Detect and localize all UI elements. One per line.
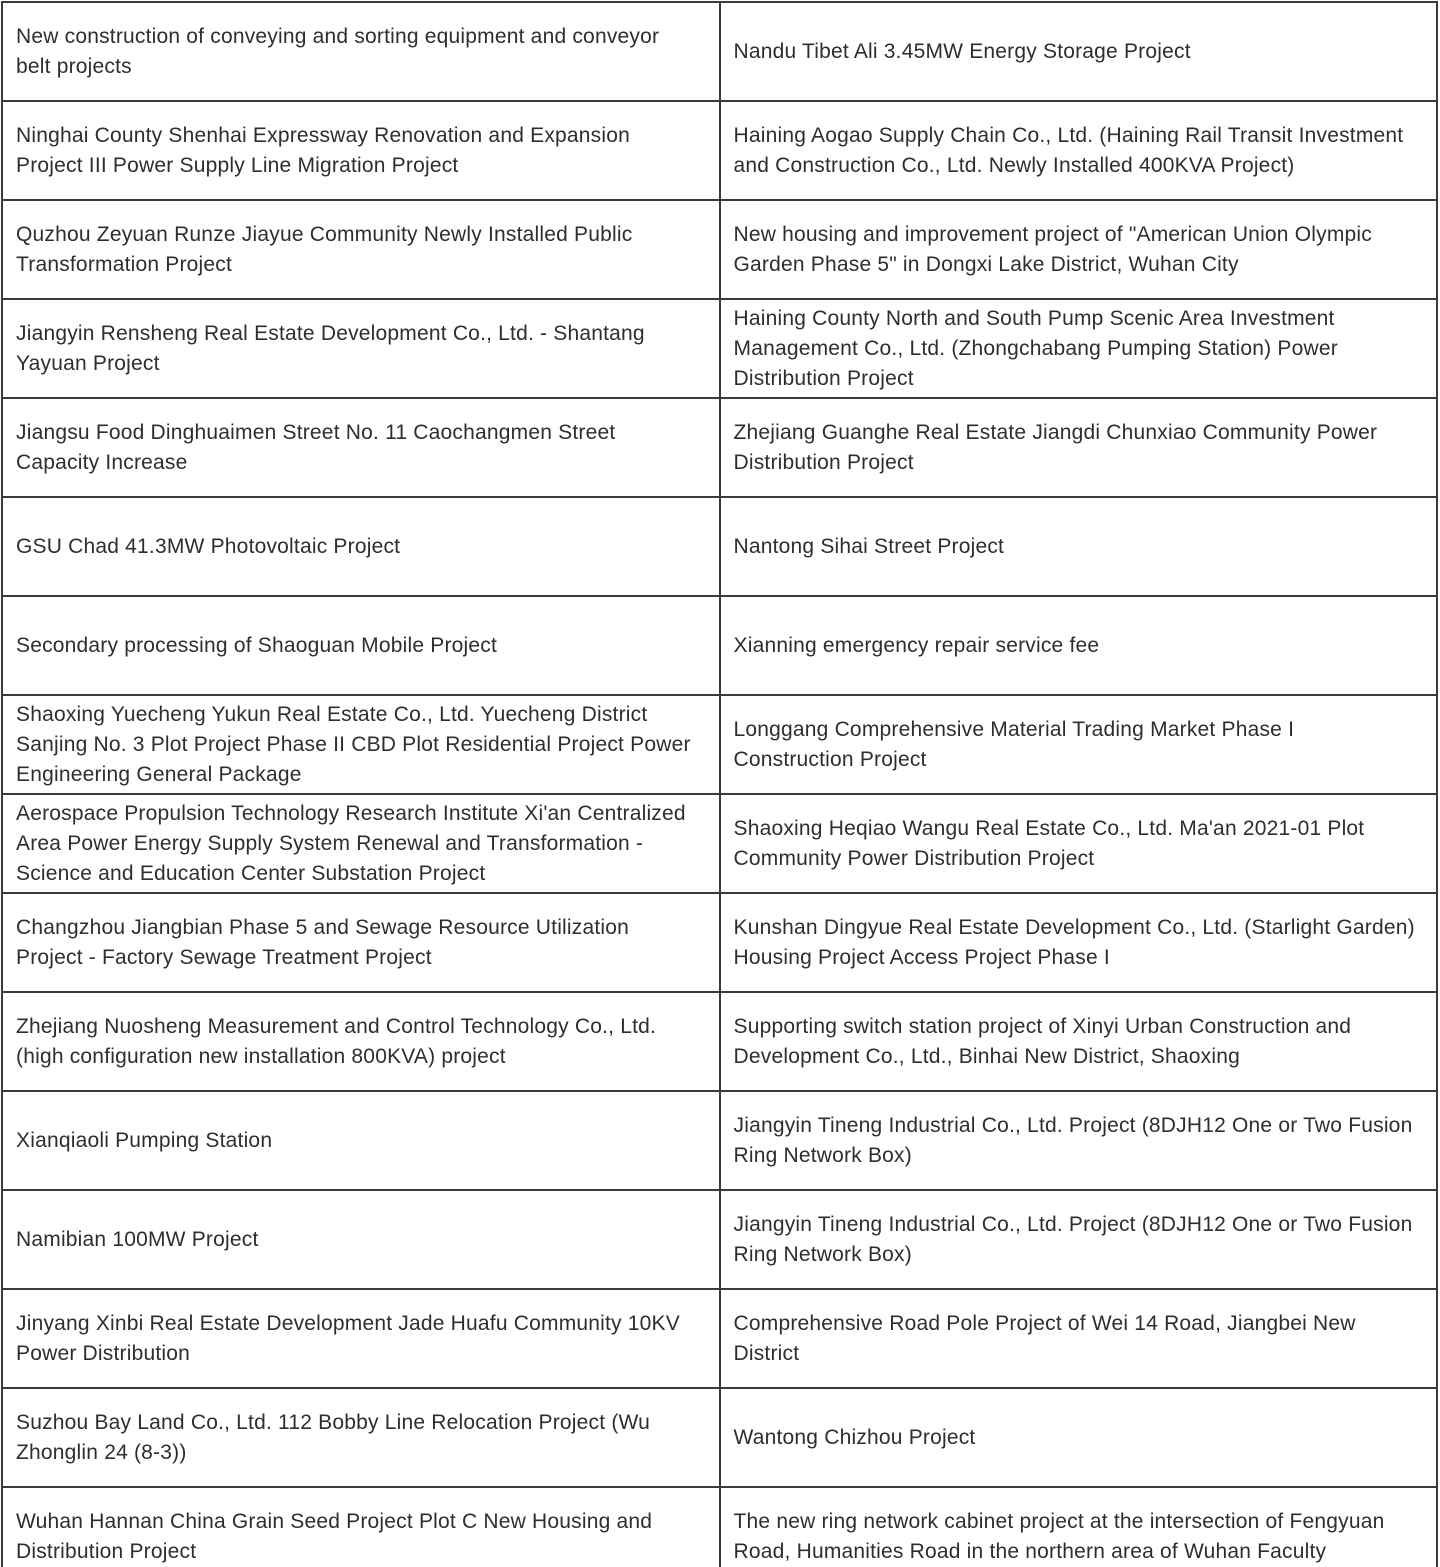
projects-table	[1, 1, 1438, 1567]
table-row	[2, 695, 1437, 794]
table-row	[2, 1487, 1437, 1567]
projects-table-body	[2, 2, 1437, 1567]
project-cell-left: Shaoxing Yuecheng Yukun Real Estate Co., Ltd. Yuecheng District Sanjing No. 3 Plot Project Phase II CBD Plot Residential Project Power Engineering General Package	[2, 695, 720, 794]
table-row	[2, 497, 1437, 596]
project-cell-left: Ninghai County Shenhai Expressway Renovation and Expansion Project III Power Supply Line Migration Project	[2, 101, 720, 200]
project-cell-right: Nantong Sihai Street Project	[720, 497, 1438, 596]
table-row	[2, 299, 1437, 398]
project-cell-right: The new ring network cabinet project at the intersection of Fengyuan Road, Humanities Road in the northern area of Wuhan Faculty	[720, 1487, 1438, 1567]
project-cell-left: Quzhou Zeyuan Runze Jiayue Community Newly Installed Public Transformation Project	[2, 200, 720, 299]
project-cell-right: Zhejiang Guanghe Real Estate Jiangdi Chunxiao Community Power Distribution Project	[720, 398, 1438, 497]
project-cell-right: Haining Aogao Supply Chain Co., Ltd. (Haining Rail Transit Investment and Construction Co., Ltd. Newly Installed 400KVA Project)	[720, 101, 1438, 200]
table-row	[2, 893, 1437, 992]
project-cell-right: Longgang Comprehensive Material Trading Market Phase I Construction Project	[720, 695, 1438, 794]
table-row	[2, 1388, 1437, 1487]
table-row	[2, 398, 1437, 497]
project-cell-left: Xianqiaoli Pumping Station	[2, 1091, 720, 1190]
table-row	[2, 2, 1437, 101]
project-cell-right: New housing and improvement project of "American Union Olympic Garden Phase 5" in Dongxi Lake District, Wuhan City	[720, 200, 1438, 299]
table-row	[2, 794, 1437, 893]
table-row	[2, 101, 1437, 200]
project-cell-right: Kunshan Dingyue Real Estate Development Co., Ltd. (Starlight Garden) Housing Project Access Project Phase I	[720, 893, 1438, 992]
project-cell-right: Jiangyin Tineng Industrial Co., Ltd. Project (8DJH12 One or Two Fusion Ring Network Box)	[720, 1091, 1438, 1190]
project-cell-left: GSU Chad 41.3MW Photovoltaic Project	[2, 497, 720, 596]
project-cell-left: Zhejiang Nuosheng Measurement and Control Technology Co., Ltd. (high configuration new installation 800KVA) project	[2, 992, 720, 1091]
project-cell-right: Jiangyin Tineng Industrial Co., Ltd. Project (8DJH12 One or Two Fusion Ring Network Box)	[720, 1190, 1438, 1289]
table-row	[2, 992, 1437, 1091]
project-cell-left: Namibian 100MW Project	[2, 1190, 720, 1289]
project-cell-left: Aerospace Propulsion Technology Research Institute Xi'an Centralized Area Power Energy Supply System Renewal and Transformation - Science and Education Center Substation Project	[2, 794, 720, 893]
table-row	[2, 596, 1437, 695]
table-row	[2, 1091, 1437, 1190]
table-row	[2, 1289, 1437, 1388]
project-cell-left: New construction of conveying and sorting equipment and conveyor belt projects	[2, 2, 720, 101]
project-cell-left: Suzhou Bay Land Co., Ltd. 112 Bobby Line Relocation Project (Wu Zhonglin 24 (8-3))	[2, 1388, 720, 1487]
project-cell-left: Jiangsu Food Dinghuaimen Street No. 11 Caochangmen Street Capacity Increase	[2, 398, 720, 497]
project-cell-right: Wantong Chizhou Project	[720, 1388, 1438, 1487]
project-cell-right: Xianning emergency repair service fee	[720, 596, 1438, 695]
project-cell-right: Haining County North and South Pump Scenic Area Investment Management Co., Ltd. (Zhongchabang Pumping Station) Power Distribution Project	[720, 299, 1438, 398]
project-cell-left: Jiangyin Rensheng Real Estate Development Co., Ltd. - Shantang Yayuan Project	[2, 299, 720, 398]
project-cell-left: Wuhan Hannan China Grain Seed Project Plot C New Housing and Distribution Project	[2, 1487, 720, 1567]
project-cell-right: Shaoxing Heqiao Wangu Real Estate Co., Ltd. Ma'an 2021-01 Plot Community Power Distribution Project	[720, 794, 1438, 893]
project-cell-left: Jinyang Xinbi Real Estate Development Jade Huafu Community 10KV Power Distribution	[2, 1289, 720, 1388]
table-row	[2, 1190, 1437, 1289]
project-cell-right: Comprehensive Road Pole Project of Wei 14 Road, Jiangbei New District	[720, 1289, 1438, 1388]
project-cell-left: Secondary processing of Shaoguan Mobile Project	[2, 596, 720, 695]
table-row	[2, 200, 1437, 299]
project-cell-right: Supporting switch station project of Xinyi Urban Construction and Development Co., Ltd., Binhai New District, Shaoxing	[720, 992, 1438, 1091]
project-cell-right: Nandu Tibet Ali 3.45MW Energy Storage Project	[720, 2, 1438, 101]
project-cell-left: Changzhou Jiangbian Phase 5 and Sewage Resource Utilization Project - Factory Sewage Treatment Project	[2, 893, 720, 992]
